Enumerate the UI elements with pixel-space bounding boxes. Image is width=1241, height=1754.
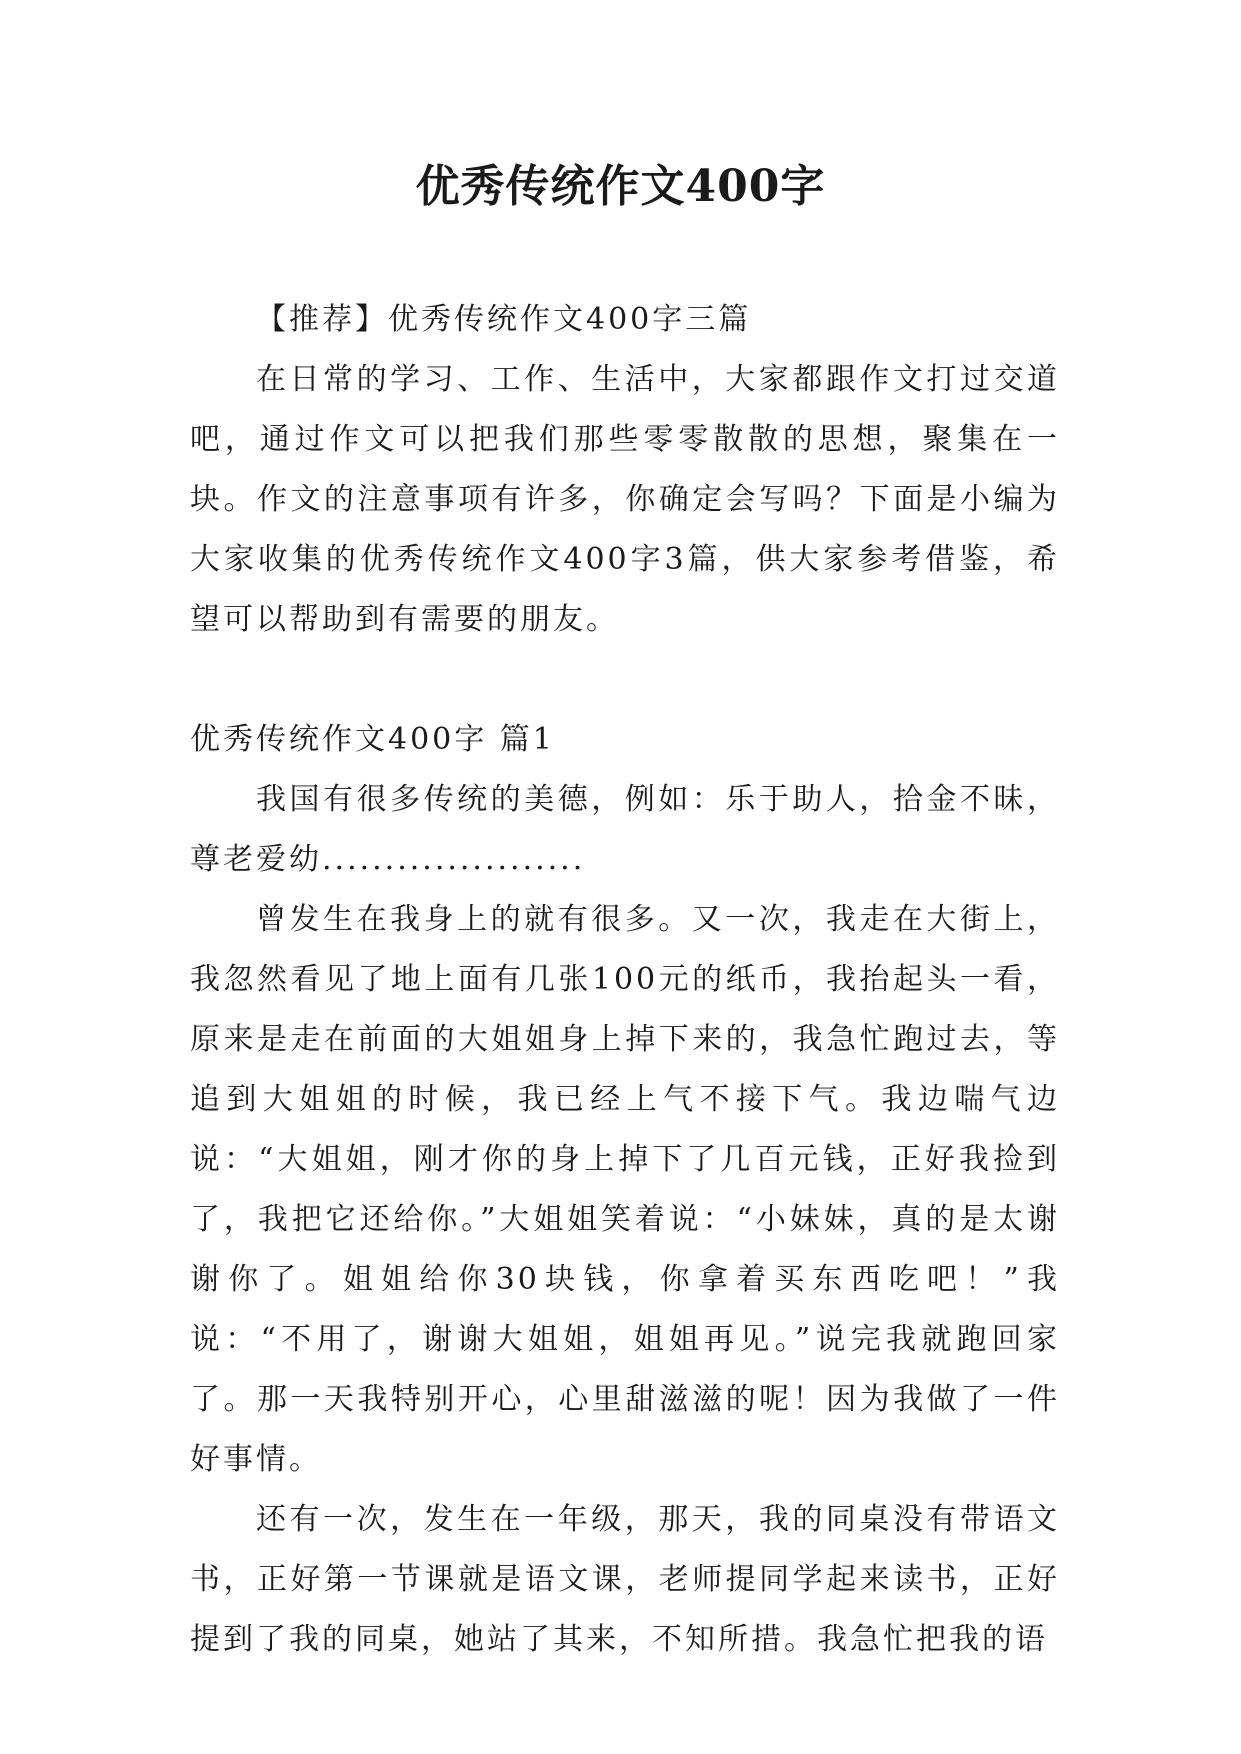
intro-paragraph: 在日常的学习、工作、生活中，大家都跟作文打过交道吧，通过作文可以把我们那些零零散散的思想，聚集在一块。作文的注意事项有许多，你确定会写吗？下面是小编为大家收集的优秀传统作文400字3篇，供大家参考借鉴，希望可以帮助到有需要的朋友。 <box>190 362 1060 637</box>
document-title: 优秀传统作文400字 <box>415 161 826 212</box>
body-paragraph: 我国有很多传统的美德，例如：乐于助人，拾金不昧，尊老爱幼..................... <box>190 782 1060 877</box>
section-heading: 优秀传统作文400字 篇1 <box>190 722 555 757</box>
body-paragraph: 曾发生在我身上的就有很多。又一次，我走在大街上，我忽然看见了地上面有几张100元的纸币，我抬起头一看，原来是走在前面的大姐姐身上掉下来的，我急忙跑过去，等追到大姐姐的时候，我已经上气不接下气。我边喘气边说：“大姐姐，刚才你的身上掉下了几百元钱，正好我捡到了，我把它还给你。”大姐姐笑着说：“小妹妹，真的是太谢谢你了。姐姐给你30块钱，你拿着买东西吃吧！”我说：“不用了，谢谢大姐姐，姐姐再见。”说完我就跑回家了。那一天我特别开心，心里甜滋滋的呢！因为我做了一件好事情。 <box>190 902 1060 1477</box>
section-spacer <box>190 650 1060 710</box>
document-body <box>190 290 1060 1670</box>
recommend-line: 【推荐】优秀传统作文400字三篇 <box>256 302 752 337</box>
body-paragraph: 还有一次，发生在一年级，那天，我的同桌没有带语文书，正好第一节课就是语文课，老师提同学起来读书，正好提到了我的同桌，她站了其来，不知所措。我急忙把我的语 <box>190 1502 1060 1657</box>
